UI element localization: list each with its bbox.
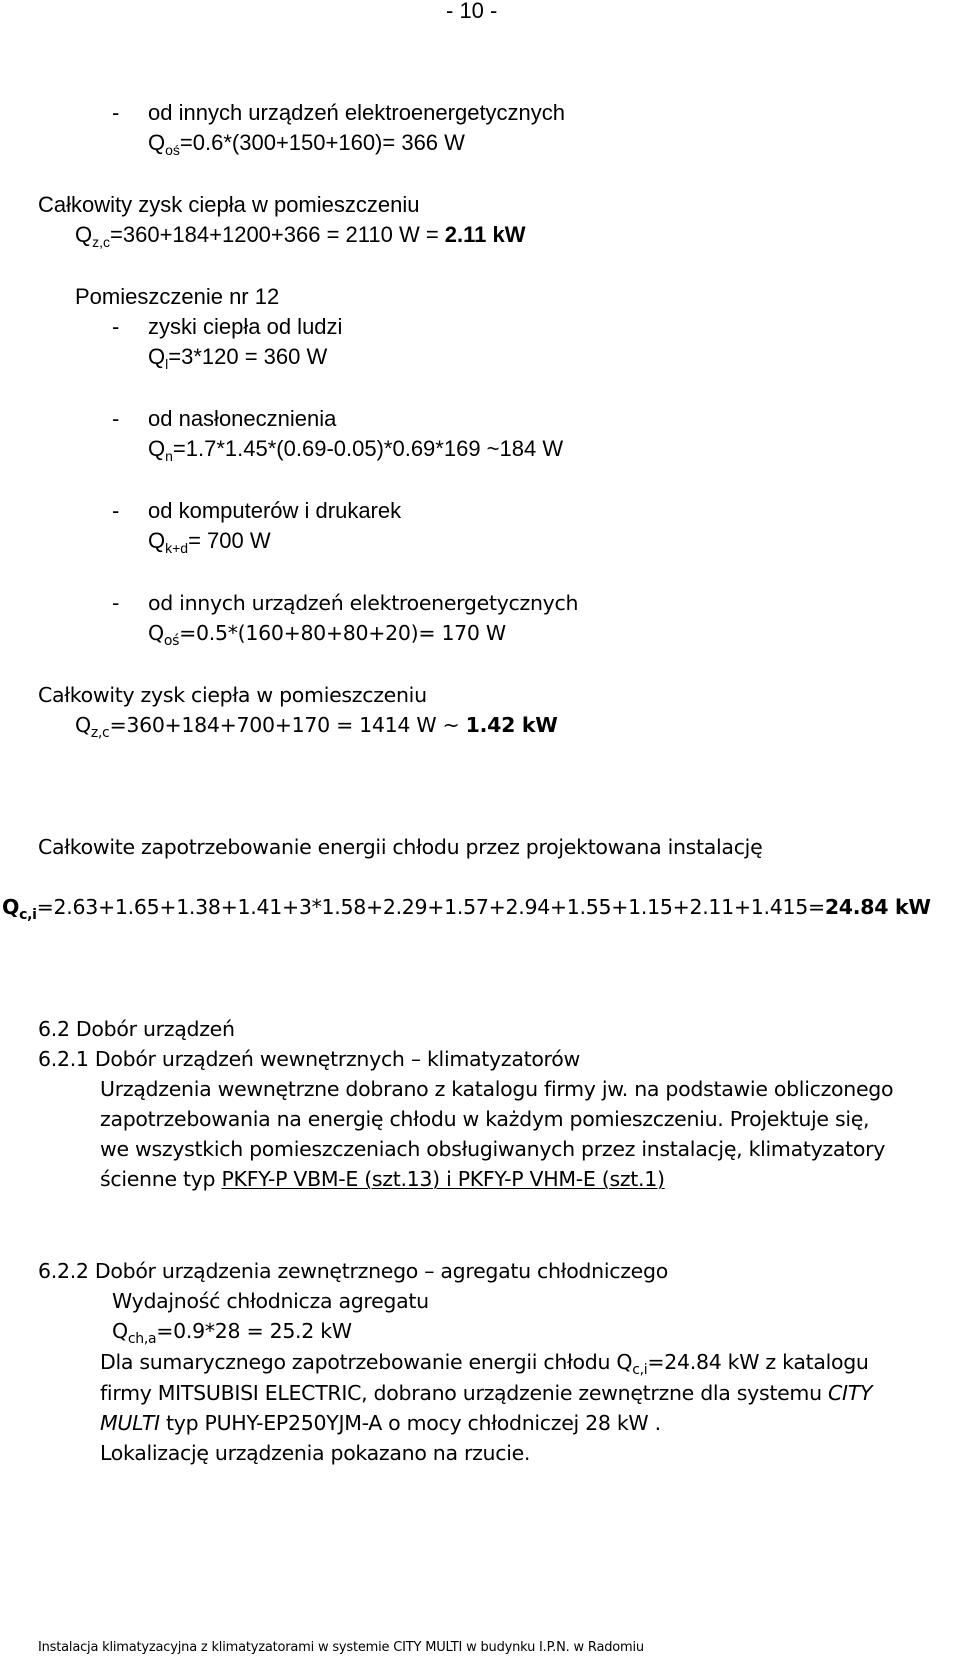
room11-total-formula: $Q_{z,c}=360+184+1200+366 = 2110$ W = 2.11 kW xyxy=(75,222,526,250)
section-6-2-1-line-1: Urządzenia wewnętrzne dobrano z katalogu firmy jw. na podstawie obliczonego xyxy=(100,1077,894,1101)
room12-computers-label: - od komputerów i drukarek xyxy=(112,498,402,523)
room12-total-label: Całkowity zysk ciepła w pomieszczeniu xyxy=(38,683,427,707)
room12-other-devices-label: - od innych urządzeń elektroenergetycznych xyxy=(112,591,579,615)
dash: - xyxy=(112,100,120,125)
room12-other-devices-formula: $Q_{oś}=0.5*(160+80+80+20)= 170$ W xyxy=(148,621,506,649)
page-number: - 10 - xyxy=(446,0,498,23)
room11-other-devices-formula: $Q_{oś}=0.6*(300+150+160)= 366$ W xyxy=(148,130,465,158)
demand-formula: $Q_{c,i}=2.63+1.65+1.38+1.41+3*1.58+2.29+1.57+2.94+1.55+1.15+2.11+1.415=24.84$ kW xyxy=(2,895,931,923)
selection-line-1: Dla sumarycznego zapotrzebowanie energii chłodu $Q_{c,i}=24.84$ kW z katalogu xyxy=(100,1350,869,1378)
capacity-formula: $Q_{ch,a}=0.9*28 = 25.2$ kW xyxy=(112,1319,352,1347)
room12-computers-formula: $Q_{k+d}= 700$ W xyxy=(148,528,271,556)
section-6-2-1-line-3: we wszystkich pomieszczeniach obsługiwanych przez instalację, klimatyzatory xyxy=(100,1137,886,1161)
page-footer: Instalacja klimatyzacyjna z klimatyzatorami w systemie CITY MULTI w budynku I.P.N. w Radomiu xyxy=(38,1640,644,1655)
room12-heading: Pomieszczenie nr 12 xyxy=(75,284,280,309)
section-6-2-1-line-2: zapotrzebowania na energię chłodu w każdym pomieszczeniu. Projektuje się, xyxy=(100,1107,870,1131)
demand-title: Całkowite zapotrzebowanie energii chłodu przez projektowana instalację xyxy=(38,835,763,859)
selection-line-2: firmy MITSUBISI ELECTRIC, dobrano urządzenie zewnętrzne dla systemu CITY xyxy=(100,1381,873,1405)
section-6-2-2-title: 6.2.2 Dobór urządzenia zewnętrznego – agregatu chłodniczego xyxy=(38,1259,668,1283)
capacity-label: Wydajność chłodnicza agregatu xyxy=(112,1289,429,1313)
room12-sun-formula: $Q_n=1.7*1.45*(0.69-0.05)*0.69*169$ ~184 W xyxy=(148,436,564,464)
section-6-2-title: 6.2 Dobór urządzeń xyxy=(38,1017,235,1041)
section-6-2-1-title: 6.2.1 Dobór urządzeń wewnętrznych – klimatyzatorów xyxy=(38,1047,580,1071)
room11-total-label: Całkowity zysk ciepła w pomieszczeniu xyxy=(38,192,420,217)
selection-line-3: MULTI typ PUHY-EP250YJM-A o mocy chłodniczej 28 kW . xyxy=(100,1411,661,1435)
room12-people-label: - zyski ciepła od ludzi xyxy=(112,314,343,339)
selection-line-4: Lokalizację urządzenia pokazano na rzucie. xyxy=(100,1441,531,1465)
room12-total-formula: $Q_{z,c}=360+184+700+170 = 1414$ W ~ 1.42 kW xyxy=(75,713,558,741)
room12-people-formula: $Q_l=3*120 = 360$ W xyxy=(148,344,328,372)
room12-sun-label: - od nasłonecznienia xyxy=(112,406,337,431)
section-6-2-1-line-4: ścienne typ PKFY-P VBM-E (szt.13) i PKFY-P VHM-E (szt.1) xyxy=(100,1167,665,1191)
room11-other-devices-label: - od innych urządzeń elektroenergetycznych xyxy=(112,98,565,128)
